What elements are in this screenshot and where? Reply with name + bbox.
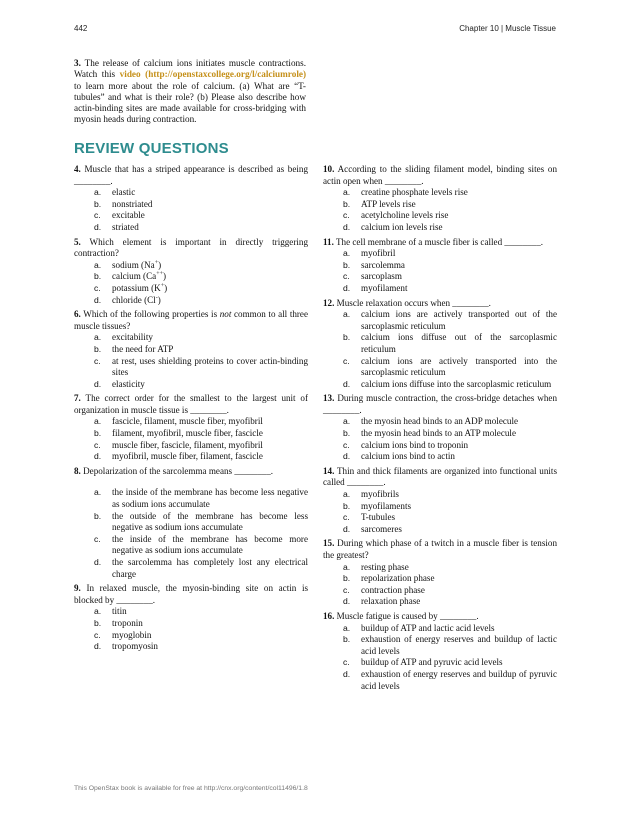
- option-text-main: relaxation phase: [361, 596, 421, 607]
- option-text: [112, 428, 308, 440]
- option-letter: c.: [94, 533, 101, 544]
- video-link[interactable]: video (http://openstaxcollege.org/l/calciumrole): [119, 69, 307, 80]
- option-text: [361, 573, 557, 585]
- option-text-main: the sarcolemma has completely lost any electrical charge: [112, 557, 308, 579]
- option-text: [361, 379, 557, 391]
- stem-text: Which of the following properties is: [83, 309, 220, 320]
- option-text: [112, 511, 308, 534]
- option-text: [361, 332, 557, 355]
- answer-option: [343, 210, 557, 222]
- answer-option: [94, 199, 308, 211]
- option-letter: c.: [343, 439, 350, 450]
- answer-option: [343, 260, 557, 272]
- answer-option: [94, 451, 308, 463]
- review-question: [323, 237, 557, 295]
- option-letter: b.: [343, 634, 351, 645]
- page-number: 442: [74, 24, 88, 33]
- option-text-main: calcium ions diffuse out of the sarcoplasmic reticulum: [361, 332, 557, 354]
- option-letter: a.: [343, 561, 351, 572]
- option-text-main: myofibrils: [361, 489, 399, 500]
- answer-option: [94, 222, 308, 234]
- option-text-main: sarcomeres: [361, 523, 402, 534]
- option-text: [361, 501, 557, 513]
- question-stem: [74, 583, 308, 606]
- answer-options: [323, 309, 557, 390]
- option-text-main: sodium (Na: [112, 259, 155, 270]
- option-text: [361, 489, 557, 501]
- option-text-main: myoglobin: [112, 629, 152, 640]
- answer-option: [343, 416, 557, 428]
- option-text-main: elastic: [112, 187, 136, 198]
- answer-option: [343, 524, 557, 536]
- option-letter: a.: [94, 606, 102, 617]
- answer-option: [343, 451, 557, 463]
- option-text-main: excitability: [112, 332, 153, 343]
- answer-options: [323, 416, 557, 462]
- question-stem: [323, 611, 557, 623]
- option-letter: d.: [343, 523, 351, 534]
- stem-text: During muscle contraction, the cross-bridge detaches when ________.: [323, 393, 557, 415]
- option-text: [112, 332, 308, 344]
- option-letter: a.: [343, 489, 351, 500]
- option-text-main: chloride (Cl: [112, 294, 156, 305]
- stem-text: Which element is important in directly triggering contraction?: [74, 236, 308, 259]
- option-letter: a.: [343, 248, 351, 259]
- option-letter: b.: [343, 500, 351, 511]
- option-letter: a.: [94, 187, 102, 198]
- answer-option: [94, 344, 308, 356]
- answer-option: [343, 512, 557, 524]
- option-text: [112, 260, 308, 272]
- answer-option: [94, 557, 308, 580]
- option-text-main: repolarization phase: [361, 573, 435, 584]
- question-stem: [74, 237, 308, 260]
- review-question: [323, 611, 557, 692]
- option-letter: b.: [343, 259, 351, 270]
- answer-option: [94, 641, 308, 653]
- answer-option: [343, 332, 557, 355]
- answer-option: [343, 623, 557, 635]
- option-letter: b.: [343, 332, 351, 343]
- option-text-main: calcium (Ca: [112, 271, 157, 282]
- option-text: [361, 512, 557, 524]
- question-number: 12.: [323, 297, 335, 308]
- option-text-main: myofibril: [361, 248, 396, 259]
- answer-option: [343, 379, 557, 391]
- chapter-title: Chapter 10 | Muscle Tissue: [459, 24, 556, 33]
- review-question: [323, 466, 557, 536]
- review-question: [323, 164, 557, 234]
- option-letter: c.: [343, 355, 350, 366]
- option-text: [112, 379, 308, 391]
- option-text-main: fascicle, filament, muscle fiber, myofibril: [112, 416, 263, 427]
- option-text: [361, 585, 557, 597]
- answer-option: [94, 271, 308, 283]
- option-text: [112, 630, 308, 642]
- option-text: [361, 283, 557, 295]
- option-text-main: at rest, uses shielding proteins to cover actin-binding sites: [112, 355, 308, 378]
- option-letter: d.: [343, 282, 351, 293]
- option-superscript: ++: [156, 271, 163, 278]
- review-question: [323, 538, 557, 608]
- answer-options: [323, 187, 557, 233]
- option-text-main: nonstriated: [112, 198, 153, 209]
- stem-text: The correct order for the smallest to the largest unit of organization in muscle tissue is ________.: [74, 393, 309, 415]
- option-letter: b.: [94, 617, 102, 628]
- question-stem: [323, 237, 557, 249]
- questions-column-left: [74, 164, 308, 656]
- option-text: [112, 222, 308, 234]
- answer-option: [94, 210, 308, 222]
- option-letter: d.: [343, 451, 351, 462]
- questions-column-right: [323, 164, 557, 695]
- answer-options: [74, 606, 308, 652]
- answer-option: [94, 295, 308, 307]
- answer-option: [94, 606, 308, 618]
- option-letter: c.: [94, 210, 101, 221]
- option-text-main: calcium ions bind to actin: [361, 451, 455, 462]
- option-letter: d.: [343, 221, 351, 232]
- option-text-main: myofilament: [361, 282, 408, 293]
- answer-option: [343, 356, 557, 379]
- review-question: [74, 164, 308, 234]
- option-text: [361, 199, 557, 211]
- answer-option: [343, 199, 557, 211]
- option-letter: d.: [94, 451, 102, 462]
- answer-option: [343, 222, 557, 234]
- option-text: [361, 634, 557, 657]
- option-letter: d.: [94, 641, 102, 652]
- question-stem: [74, 393, 308, 416]
- option-letter: d.: [94, 557, 102, 567]
- stem-text: Muscle relaxation occurs when ________.: [336, 297, 491, 308]
- question-stem: [74, 309, 308, 332]
- option-letter: a.: [343, 416, 351, 427]
- option-letter: c.: [343, 271, 350, 282]
- option-text: [112, 344, 308, 356]
- option-superscript: +: [160, 282, 165, 289]
- answer-option: [343, 271, 557, 283]
- option-text: [361, 669, 557, 692]
- answer-option: [343, 657, 557, 669]
- option-text: [112, 618, 308, 630]
- option-text: [361, 451, 557, 463]
- option-text: [361, 260, 557, 272]
- intro-text-before: The release of calcium ions initiates muscle contractions. Watch this: [74, 58, 306, 80]
- stem-text: common to all three muscle tissues?: [74, 309, 309, 331]
- footer-note: This OpenStax book is available for free at http://cnx.org/content/col11496/1.8: [74, 785, 308, 792]
- answer-option: [343, 585, 557, 597]
- stem-text: In relaxed muscle, the myosin-binding site on actin is blocked by ________.: [74, 583, 309, 605]
- answer-options: [74, 487, 308, 580]
- spacer: [74, 477, 308, 487]
- option-text: [112, 356, 308, 379]
- option-text-main: the myosin head binds to an ADP molecule: [361, 416, 519, 427]
- option-text: [361, 440, 557, 452]
- option-text-tail: ): [162, 271, 166, 282]
- option-text-tail: ): [164, 282, 168, 293]
- question-stem: [323, 538, 557, 561]
- option-text-main: contraction phase: [361, 584, 425, 595]
- option-text-main: buildup of ATP and lactic acid levels: [361, 622, 495, 633]
- option-text: [361, 248, 557, 260]
- answer-options: [74, 260, 308, 306]
- question-number: 16.: [323, 610, 335, 621]
- option-text-main: acetylcholine levels rise: [361, 210, 449, 221]
- option-text: [361, 623, 557, 635]
- answer-options: [323, 248, 557, 294]
- question-number: 8.: [74, 465, 81, 476]
- answer-options: [323, 623, 557, 693]
- answer-option: [343, 669, 557, 692]
- option-letter: c.: [343, 210, 350, 221]
- review-question: [74, 237, 308, 307]
- answer-option: [94, 630, 308, 642]
- answer-option: [94, 379, 308, 391]
- option-text-main: the need for ATP: [112, 343, 174, 354]
- option-text-main: excitable: [112, 210, 145, 221]
- option-text: [112, 451, 308, 463]
- option-text-main: striated: [112, 221, 139, 232]
- option-letter: c.: [343, 657, 350, 668]
- answer-option: [94, 283, 308, 295]
- option-text-main: myofibril, muscle fiber, filament, fascicle: [112, 451, 263, 462]
- option-letter: d.: [343, 378, 351, 389]
- option-text: [361, 210, 557, 222]
- answer-option: [343, 489, 557, 501]
- answer-options: [323, 489, 557, 535]
- option-text: [112, 440, 308, 452]
- question-number: 3.: [74, 58, 81, 68]
- option-text-main: sarcoplasm: [361, 271, 402, 282]
- option-text-tail: ): [157, 294, 161, 305]
- option-letter: a.: [343, 622, 351, 633]
- option-letter: c.: [94, 439, 101, 450]
- option-text-main: calcium ions are actively transported into the sarcoplasmic reticulum: [361, 355, 557, 378]
- stem-text: Depolarization of the sarcolemma means ________.: [83, 465, 274, 476]
- question-stem: [323, 164, 557, 187]
- answer-option: [94, 428, 308, 440]
- option-text: [361, 271, 557, 283]
- option-text: [112, 283, 308, 295]
- option-letter: a.: [94, 416, 102, 427]
- option-text-main: calcium ions diffuse into the sarcoplasmic reticulum: [361, 378, 552, 389]
- review-question: [74, 393, 308, 463]
- answer-option: [94, 618, 308, 630]
- option-text: [361, 356, 557, 379]
- option-letter: b.: [343, 428, 351, 439]
- option-text: [112, 187, 308, 199]
- section-title: REVIEW QUESTIONS: [74, 140, 229, 157]
- answer-option: [343, 309, 557, 332]
- option-text: [361, 562, 557, 574]
- answer-option: [343, 562, 557, 574]
- option-letter: c.: [94, 282, 101, 293]
- question-number: 11.: [323, 236, 334, 247]
- answer-option: [343, 187, 557, 199]
- option-text-main: filament, myofibril, muscle fiber, fascicle: [112, 428, 263, 439]
- question-number: 13.: [323, 393, 335, 404]
- option-text-main: buildup of ATP and pyruvic acid levels: [361, 657, 503, 668]
- option-text: [112, 606, 308, 618]
- review-question: [323, 298, 557, 391]
- option-letter: d.: [94, 294, 102, 305]
- option-text-main: tropomyosin: [112, 641, 158, 652]
- option-letter: a.: [343, 309, 351, 320]
- answer-options: [74, 416, 308, 462]
- option-text: [361, 187, 557, 199]
- option-text-tail: ): [158, 259, 162, 270]
- option-text-main: exhaustion of energy reserves and buildup of lactic acid levels: [361, 634, 557, 656]
- option-text-main: calcium ion levels rise: [361, 221, 443, 232]
- option-text-main: exhaustion of energy reserves and buildup of pyruvic acid levels: [361, 668, 557, 691]
- answer-option: [94, 534, 308, 557]
- review-question: [74, 309, 308, 390]
- review-question: [74, 466, 308, 580]
- option-text-main: T-tubules: [361, 512, 396, 523]
- option-letter: c.: [343, 584, 350, 595]
- option-text-main: calcium ions are actively transported out of the sarcoplasmic reticulum: [361, 309, 557, 331]
- option-text-main: elasticity: [112, 378, 145, 389]
- stem-emphasis: not: [219, 309, 232, 320]
- answer-option: [94, 487, 308, 510]
- stem-text: Thin and thick filaments are organized into functional units called ________.: [323, 465, 557, 488]
- option-text: [112, 416, 308, 428]
- answer-option: [94, 511, 308, 534]
- critical-thinking-question-3: [74, 58, 306, 126]
- question-number: 10.: [323, 164, 335, 174]
- answer-option: [343, 428, 557, 440]
- option-text: [112, 557, 308, 580]
- stem-text: Muscle fatigue is caused by ________.: [336, 610, 479, 621]
- option-text-main: myofilaments: [361, 500, 412, 511]
- option-text-main: the inside of the membrane has become more negative as sodium ions accumulate: [112, 533, 308, 556]
- option-letter: b.: [94, 198, 102, 209]
- answer-option: [94, 416, 308, 428]
- option-superscript: -: [155, 294, 158, 301]
- option-letter: a.: [94, 332, 102, 343]
- question-stem: [323, 466, 557, 489]
- option-letter: b.: [94, 343, 102, 354]
- option-text-main: resting phase: [361, 561, 409, 572]
- option-letter: b.: [343, 573, 351, 584]
- option-text: [361, 416, 557, 428]
- option-letter: c.: [343, 512, 350, 523]
- option-text-main: the inside of the membrane has become less negative as sodium ions accumulate: [112, 487, 308, 510]
- option-letter: d.: [94, 221, 102, 232]
- question-number: 9.: [74, 583, 81, 594]
- answer-option: [94, 187, 308, 199]
- option-letter: d.: [343, 596, 351, 607]
- answer-options: [74, 187, 308, 233]
- option-letter: c.: [94, 355, 101, 366]
- option-letter: d.: [94, 378, 102, 389]
- question-number: 5.: [74, 236, 81, 247]
- option-text: [361, 309, 557, 332]
- option-text: [112, 210, 308, 222]
- question-number: 4.: [74, 164, 81, 174]
- question-stem: [74, 466, 308, 478]
- question-number: 14.: [323, 465, 335, 476]
- answer-option: [343, 596, 557, 608]
- answer-option: [94, 440, 308, 452]
- answer-option: [94, 260, 308, 272]
- option-text-main: the outside of the membrane has become less negative as sodium ions accumulate: [112, 510, 308, 533]
- question-number: 7.: [74, 393, 81, 404]
- option-text: [361, 428, 557, 440]
- review-question: [74, 583, 308, 653]
- option-text-main: the myosin head binds to an ATP molecule: [361, 428, 516, 439]
- stem-text: During which phase of a twitch in a muscle fiber is tension the greatest?: [323, 538, 557, 560]
- option-text: [112, 487, 308, 510]
- stem-text: The cell membrane of a muscle fiber is called ________.: [335, 236, 544, 247]
- option-text-main: potassium (K: [112, 282, 161, 293]
- option-letter: a.: [94, 259, 102, 270]
- option-text: [112, 641, 308, 653]
- option-letter: a.: [94, 487, 102, 498]
- option-letter: c.: [94, 629, 101, 640]
- option-text-main: titin: [112, 606, 127, 617]
- option-text: [112, 271, 308, 283]
- intro-text-after: to learn more about the role of calcium. (a) What are “T-tubules” and what is their role? (b) Please also describe how actin-binding sites are made available for cross-bridging with myosin heads during contraction.: [74, 80, 306, 125]
- option-text: [112, 199, 308, 211]
- option-text-main: muscle fiber, fascicle, filament, myofibril: [112, 439, 263, 450]
- answer-option: [94, 332, 308, 344]
- answer-options: [323, 562, 557, 608]
- option-text: [361, 524, 557, 536]
- answer-option: [343, 634, 557, 657]
- option-letter: a.: [343, 187, 351, 198]
- question-stem: [323, 298, 557, 310]
- option-text: [361, 596, 557, 608]
- option-text-main: creatine phosphate levels rise: [361, 187, 468, 198]
- option-text: [361, 222, 557, 234]
- answer-option: [343, 440, 557, 452]
- option-letter: d.: [343, 668, 351, 679]
- question-stem: [74, 164, 308, 187]
- question-number: 6.: [74, 309, 81, 320]
- stem-text: According to the sliding filament model, binding sites on actin open when ________.: [323, 164, 557, 186]
- stem-text: Muscle that has a striped appearance is described as being ________.: [74, 164, 308, 186]
- option-letter: b.: [343, 198, 351, 209]
- question-number: 15.: [323, 538, 335, 549]
- option-text-main: ATP levels rise: [361, 198, 416, 209]
- review-question: [323, 393, 557, 463]
- option-text: [361, 657, 557, 669]
- option-letter: b.: [94, 428, 102, 439]
- answer-option: [343, 283, 557, 295]
- answer-option: [343, 573, 557, 585]
- option-text: [112, 534, 308, 557]
- option-text: [112, 295, 308, 307]
- answer-option: [343, 248, 557, 260]
- question-stem: [323, 393, 557, 416]
- answer-option: [94, 356, 308, 379]
- option-letter: b.: [94, 271, 102, 282]
- option-letter: b.: [94, 510, 102, 521]
- option-text-main: troponin: [112, 617, 143, 628]
- answer-option: [343, 501, 557, 513]
- option-text-main: sarcolemma: [361, 259, 405, 270]
- answer-options: [74, 332, 308, 390]
- option-superscript: +: [154, 259, 159, 266]
- option-text-main: calcium ions bind to troponin: [361, 439, 469, 450]
